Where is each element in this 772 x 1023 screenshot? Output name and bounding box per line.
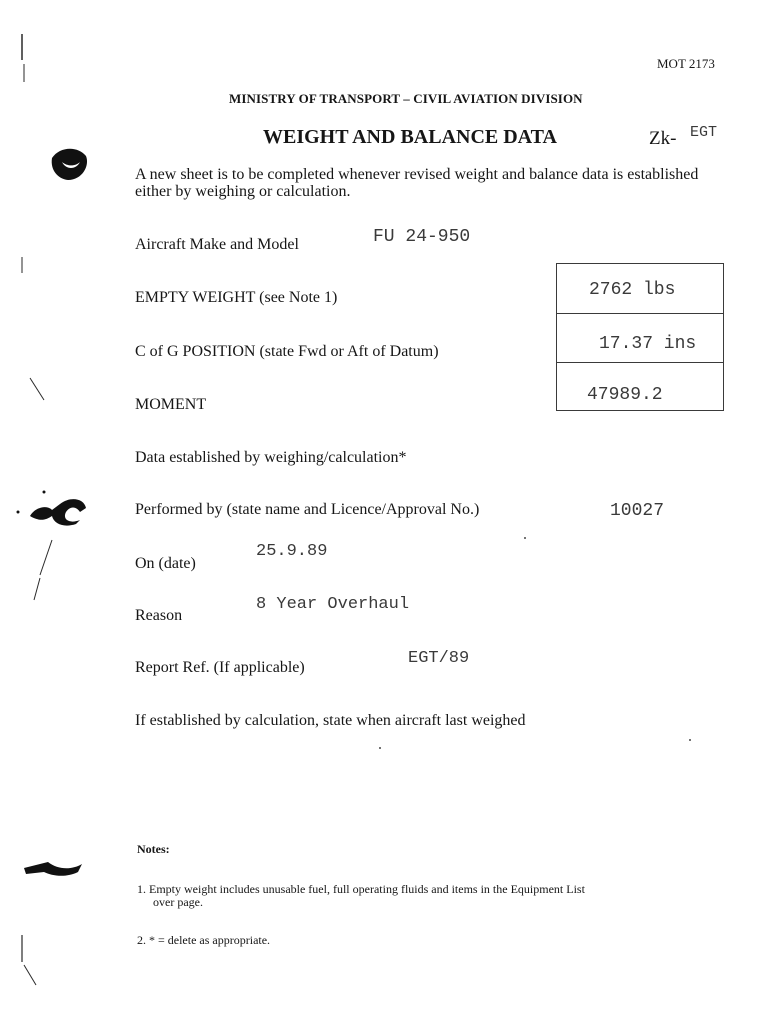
moment-value: 47989.2 bbox=[587, 385, 663, 405]
empty-weight-cell bbox=[557, 264, 723, 313]
note-1-continued: over page. bbox=[153, 895, 203, 909]
date-label: On (date) bbox=[135, 555, 196, 572]
cg-position-cell bbox=[557, 313, 723, 362]
cg-position-label: C of G POSITION (state Fwd or Aft of Datum) bbox=[135, 343, 439, 360]
form-number: MOT 2173 bbox=[657, 56, 715, 71]
aircraft-model-value: FU 24-950 bbox=[373, 227, 471, 247]
note-2: 2. * = delete as appropriate. bbox=[137, 933, 271, 947]
performed-by-label: Performed by (state name and Licence/Approval No.) bbox=[135, 501, 480, 518]
empty-weight-value: 2762 lbs bbox=[589, 280, 676, 300]
reason-label: Reason bbox=[135, 607, 183, 624]
registration-prefix: Zk- bbox=[649, 128, 677, 149]
registration-value: EGT bbox=[690, 124, 718, 141]
note-1: 1. Empty weight includes unusable fuel, full operating fluids and items in the Equipment List bbox=[137, 882, 585, 896]
data-established-label: Data established by weighing/calculation* bbox=[135, 449, 407, 466]
performed-by-value: 10027 bbox=[610, 501, 665, 521]
notes-heading: Notes: bbox=[137, 842, 170, 856]
calculation-label: If established by calculation, state when aircraft last weighed bbox=[135, 712, 526, 729]
weight-balance-box bbox=[556, 263, 724, 411]
report-ref-value: EGT/89 bbox=[408, 649, 470, 668]
aircraft-model-label: Aircraft Make and Model bbox=[135, 236, 299, 253]
date-value: 25.9.89 bbox=[256, 542, 328, 561]
intro-paragraph: A new sheet is to be completed whenever revised weight and balance data is established either by weighing or calculation. bbox=[135, 166, 699, 200]
moment-label: MOMENT bbox=[135, 396, 207, 413]
reason-value: 8 Year Overhaul bbox=[256, 595, 410, 614]
report-ref-label: Report Ref. (If applicable) bbox=[135, 659, 305, 676]
ministry-heading: MINISTRY OF TRANSPORT – CIVIL AVIATION DIVISION bbox=[229, 91, 583, 106]
moment-cell bbox=[557, 362, 723, 410]
cg-position-value: 17.37 ins bbox=[599, 334, 697, 354]
page-title: WEIGHT AND BALANCE DATA bbox=[263, 126, 557, 148]
empty-weight-label: EMPTY WEIGHT (see Note 1) bbox=[135, 289, 338, 306]
